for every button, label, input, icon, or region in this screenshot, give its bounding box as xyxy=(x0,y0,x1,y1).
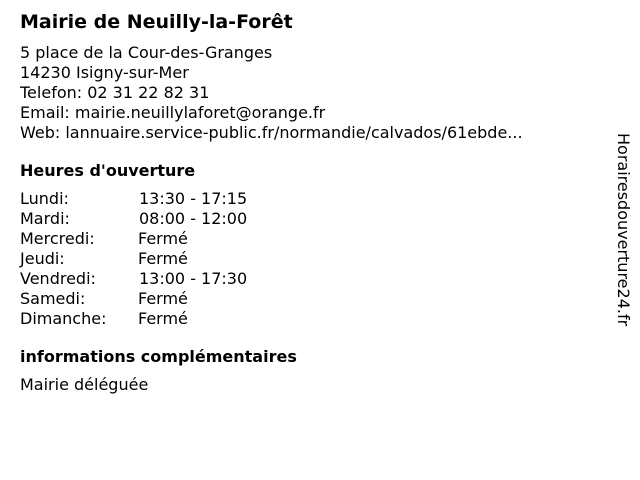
city-line: 14230 Isigny-sur-Mer xyxy=(20,63,189,82)
day-label: Jeudi: xyxy=(20,249,65,268)
hours-row-dimanche xyxy=(20,309,590,329)
web-line: Web: lannuaire.service-public.fr/normandie/calvados/61ebde... xyxy=(20,123,523,142)
phone-line: Telefon: 02 31 22 82 31 xyxy=(20,83,210,102)
day-label: Samedi: xyxy=(20,289,86,308)
time-value: 13:30 - 17:15 xyxy=(139,189,248,208)
time-value: 13:00 - 17:30 xyxy=(139,269,248,288)
day-label: Lundi: xyxy=(20,189,69,208)
time-value: 08:00 - 12:00 xyxy=(139,209,248,228)
office-card xyxy=(20,10,590,395)
time-value: Fermé xyxy=(138,289,188,308)
address-block xyxy=(20,43,590,143)
day-label: Vendredi: xyxy=(20,269,96,288)
day-label: Mardi: xyxy=(20,209,70,228)
info-text: Mairie déléguée xyxy=(20,375,149,394)
site-watermark: Horairesdouverture24.fr xyxy=(614,133,633,327)
day-label: Dimanche: xyxy=(20,309,107,328)
hours-row-vendredi xyxy=(20,269,590,289)
email-line: Email: mairie.neuillylaforet@orange.fr xyxy=(20,103,326,122)
hours-row-lundi xyxy=(20,189,590,209)
hours-table xyxy=(20,189,590,329)
hours-row-mardi xyxy=(20,209,590,229)
hours-row-mercredi xyxy=(20,229,590,249)
info-heading: informations complémentaires xyxy=(20,347,297,366)
time-value: Fermé xyxy=(138,249,188,268)
hours-heading: Heures d'ouverture xyxy=(20,161,196,180)
street-address: 5 place de la Cour-des-Granges xyxy=(20,43,273,62)
time-value: Fermé xyxy=(138,309,188,328)
hours-row-samedi xyxy=(20,289,590,309)
time-value: Fermé xyxy=(138,229,188,248)
page-title: Mairie de Neuilly-la-Forêt xyxy=(20,11,293,33)
day-label: Mercredi: xyxy=(20,229,95,248)
hours-row-jeudi xyxy=(20,249,590,269)
